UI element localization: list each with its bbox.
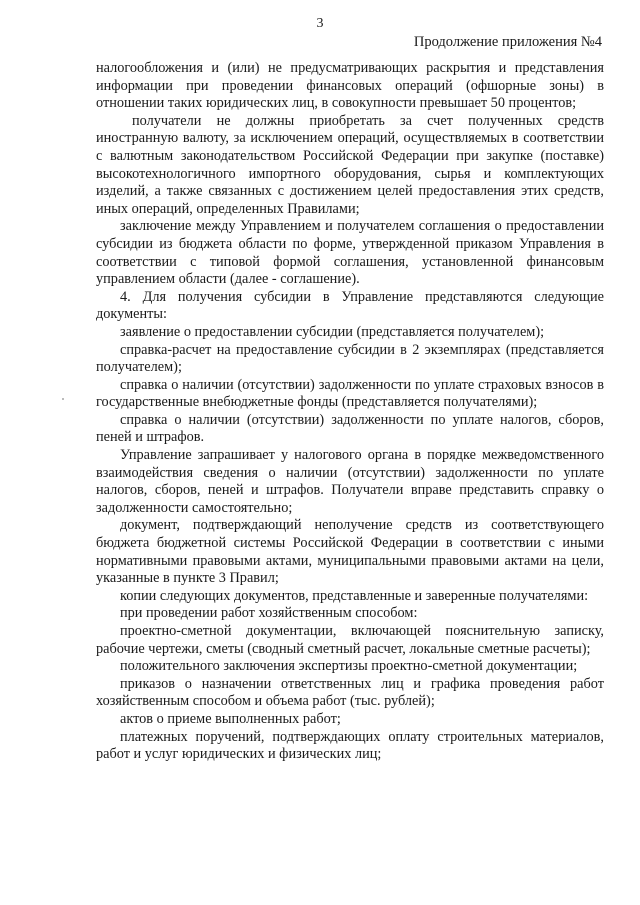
paragraph: проектно-сметной документации, включающей пояснительную записку, рабочие чертежи, сметы (сводный сметный расчет, локальные сметные расчеты);: [96, 623, 604, 657]
paragraph: Управление запрашивает у налогового органа в порядке межведомственного взаимодействия сведения о наличии (отсутствии) задолженности по уплате налогов, сборов, пеней и штрафов. Получатели вправе представить справку о задолженности самостоятельно;: [96, 447, 604, 516]
document-body: [96, 60, 604, 764]
paragraph: получатели не должны приобретать за счет полученных средств иностранную валюту, за исключением операций, осуществляемых в соответствии с валютным законодательством Российской Федерации при закупке (поставке) высокотехнологичного импортного оборудования, сырья и комплектующих изделий, а также связанных с достижением целей предоставления этих средств, иных операций, определенных Правилами;: [96, 112, 604, 217]
paragraph: справка о наличии (отсутствии) задолженности по уплате страховых взносов в государственные внебюджетные фонды (представляется получателями);: [96, 376, 604, 411]
paragraph: справка-расчет на предоставление субсидии в 2 экземплярах (представляется получателем);: [96, 341, 604, 376]
paragraph: положительного заключения экспертизы проектно-сметной документации;: [120, 658, 578, 675]
scan-speck: [62, 398, 64, 400]
paragraph: заявление о предоставлении субсидии (представляется получателем);: [120, 323, 545, 340]
paragraph: документ, подтверждающий неполучение средств из соответствующего бюджета бюджетной системы Российской Федерации в соответствии с иными нормативными правовыми актами, муниципальными правовыми актами на цели, указанные в пункте 3 Правил;: [96, 517, 604, 587]
paragraph: приказов о назначении ответственных лиц и графика проведения работ хозяйственным способом и объема работ (тыс. рублей);: [96, 675, 604, 710]
header-note: Продолжение приложения №4: [413, 34, 602, 50]
paragraph: налогообложения и (или) не предусматривающих раскрытия и представления информации при проведении финансовых операций (офшорные зоны) в отношении таких юридических лиц, в совокупности превышает 50 процентов;: [96, 60, 604, 112]
paragraph: копии следующих документов, представленные и заверенные получателями:: [120, 587, 589, 604]
paragraph: 4. Для получения субсидии в Управление представляются следующие документы:: [96, 288, 604, 323]
paragraph: платежных поручений, подтверждающих оплату строительных материалов, работ и услуг юридических и физических лиц;: [96, 728, 604, 763]
paragraph: актов о приеме выполненных работ;: [120, 710, 341, 727]
paragraph: заключение между Управлением и получателем соглашения о предоставлении субсидии из бюджета области по форме, утвержденной приказом Управления в соответствии с типовой формой соглашения, установленной финансовым управлением области (далее - соглашение).: [96, 218, 604, 288]
paragraph: справка о наличии (отсутствии) задолженности по уплате налогов, сборов, пеней и штрафов.: [96, 411, 604, 446]
page-number: 3: [316, 16, 324, 31]
paragraph: при проведении работ хозяйственным способом:: [120, 605, 418, 622]
